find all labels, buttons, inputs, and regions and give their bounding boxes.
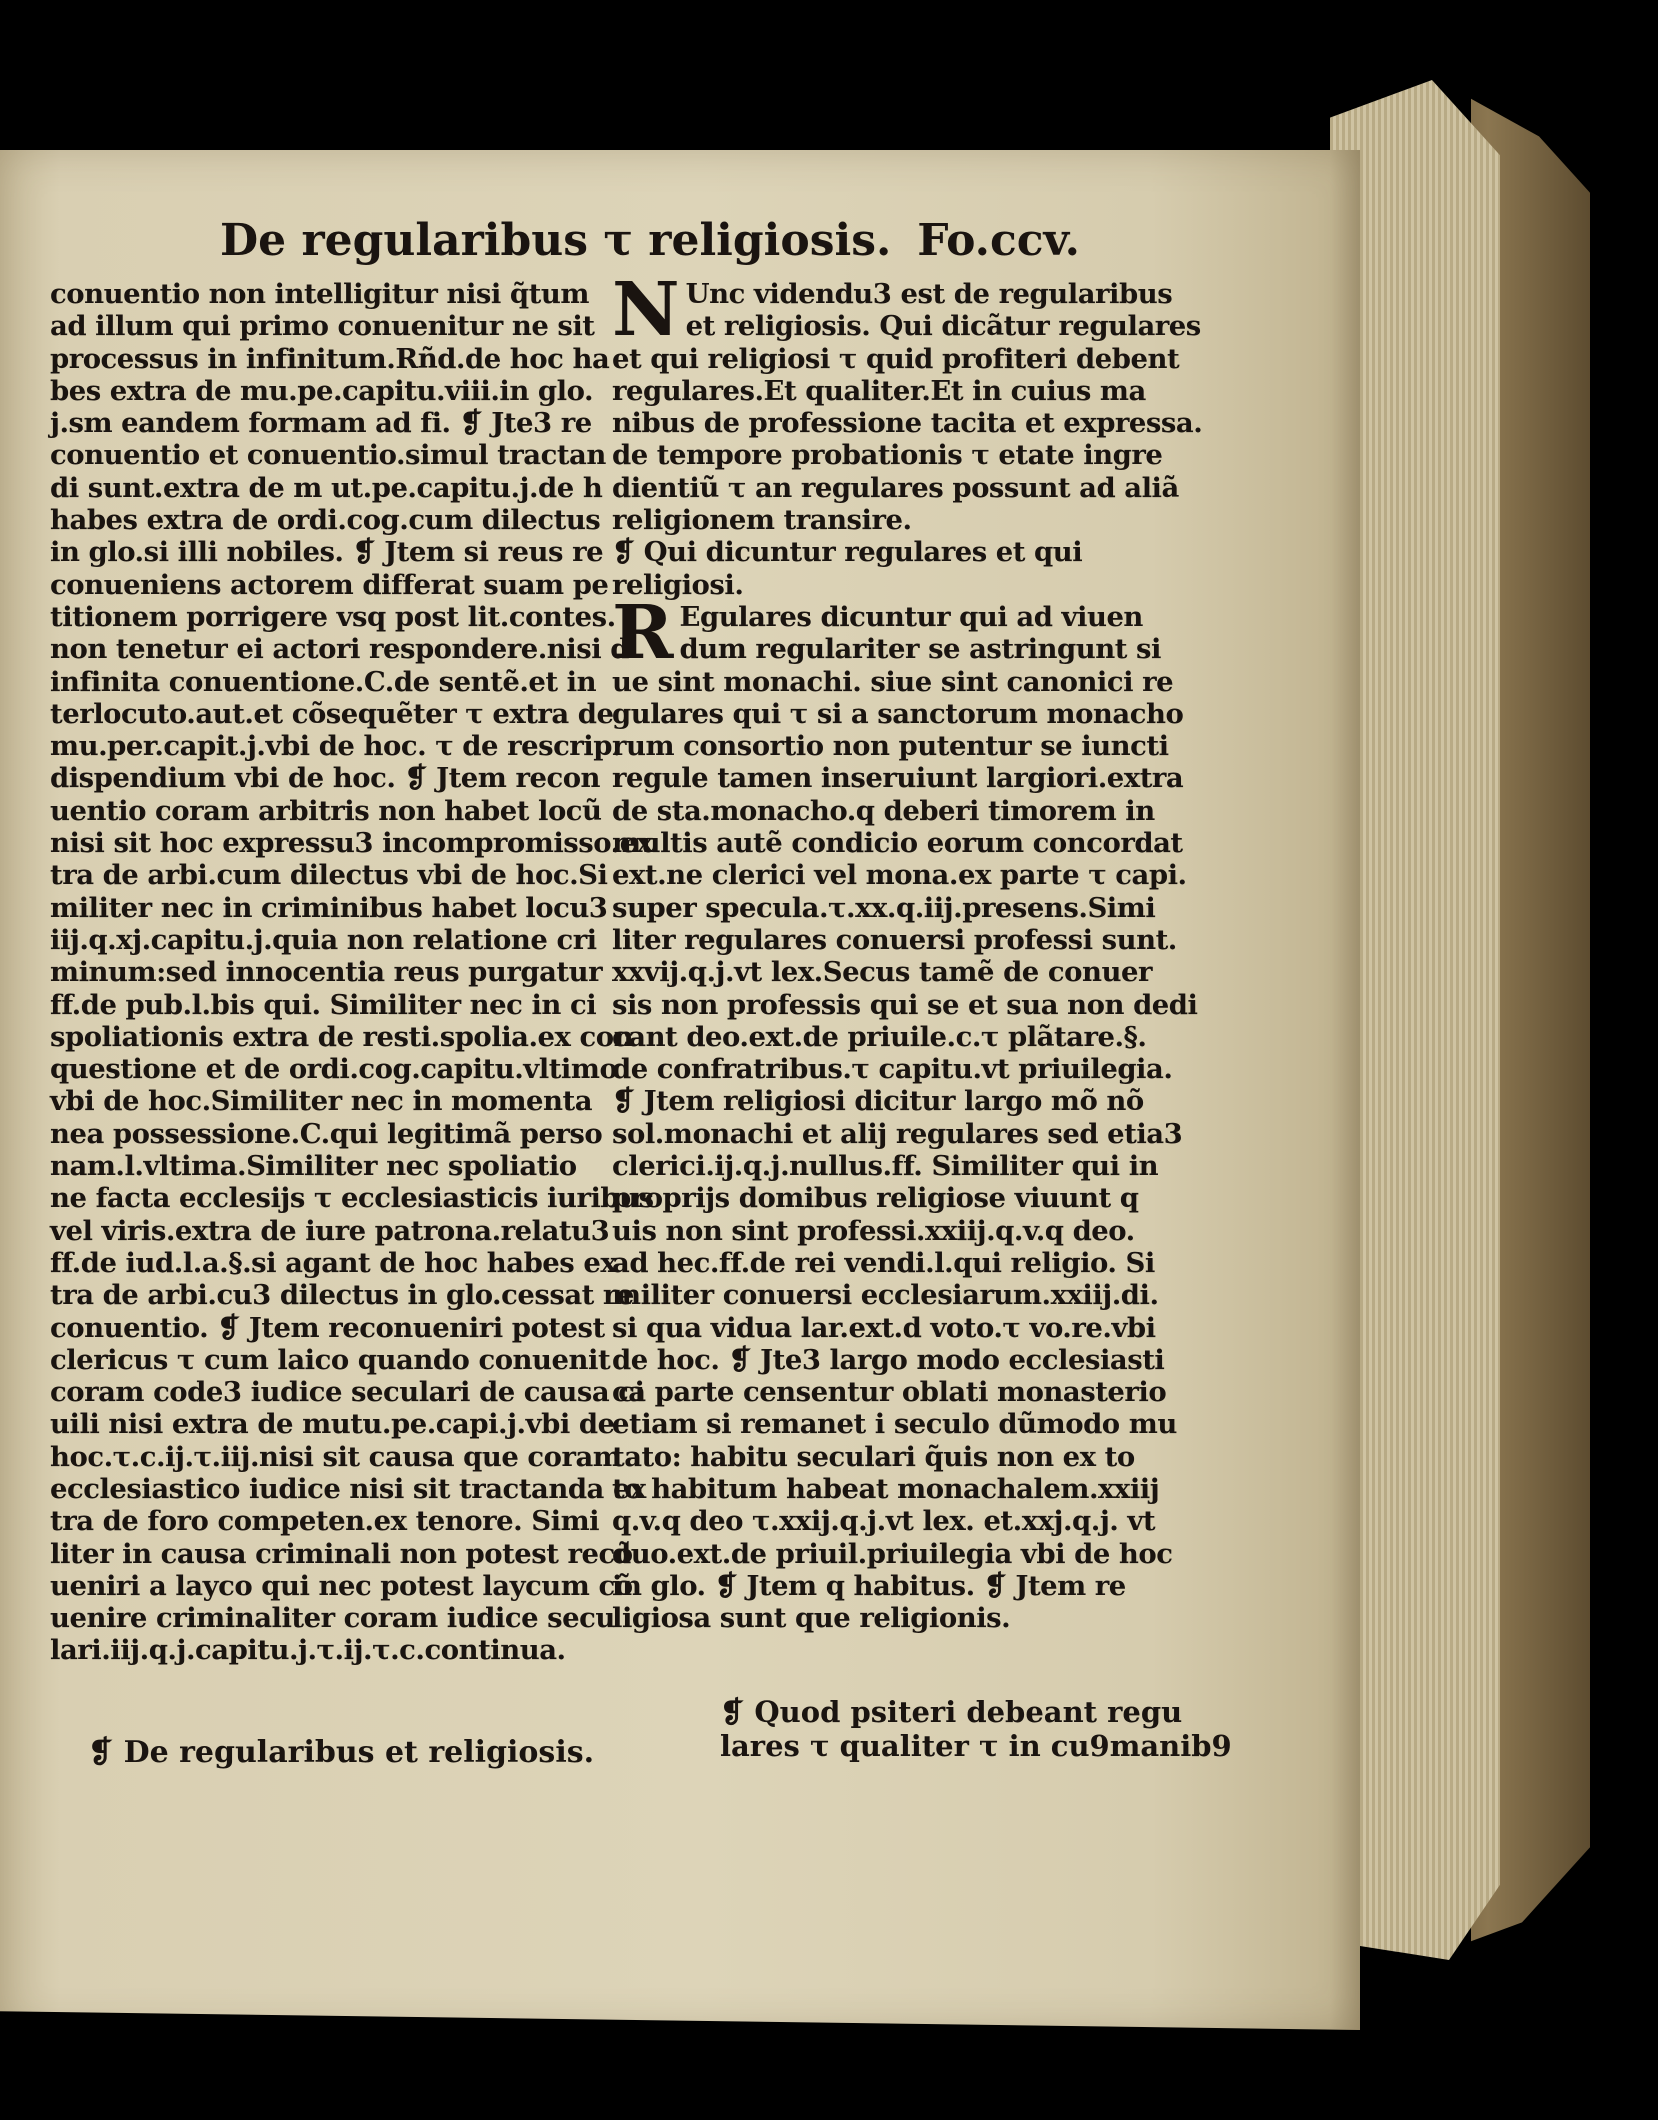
text-line: vel viris.extra de iure patrona.relatu3	[50, 1214, 610, 1247]
text-line: dientiũ τ an regulares possunt ad aliã	[612, 471, 1179, 504]
text-line: iij.q.xj.capitu.j.quia non relatione cri	[50, 923, 597, 956]
text-line: hoc.τ.c.ij.τ.iij.nisi sit causa que coram	[50, 1440, 622, 1473]
text-line: ff.de iud.l.a.§.si agant de hoc habes ex	[50, 1246, 617, 1279]
text-line: habes extra de ordi.cog.cum dilectus	[50, 504, 601, 537]
text-line: ne facta ecclesijs τ ecclesiasticis iuribus	[50, 1182, 654, 1215]
text-line: j.sm eandem formam ad fi. ❡ Jte3 re	[50, 407, 592, 440]
text-line: regulares.Et qualiter.Et in cuius ma	[612, 374, 1146, 407]
text-line: regule tamen inseruiunt largiori.extra	[612, 762, 1184, 795]
text-line: gulares qui τ si a sanctorum monacho	[612, 697, 1184, 730]
text-line: dum regulariter se astringunt si	[679, 633, 1161, 666]
text-line: sis non professis qui se et sua non dedi	[612, 988, 1198, 1021]
text-line: conuentio. ❡ Jtem reconueniri potest	[50, 1311, 605, 1344]
text-line: et religiosis. Qui dicãtur regulares	[685, 310, 1201, 343]
text-line: di sunt.extra de m ut.pe.capitu.j.de h	[50, 471, 603, 504]
text-line: sol.monachi et alij regulares sed etia3	[612, 1117, 1183, 1150]
folio-number: Fo.ccv.	[917, 215, 1080, 266]
running-header	[220, 215, 1080, 275]
text-line: proprijs domibus religiose viuunt q	[612, 1182, 1139, 1215]
text-line: de confratribus.τ capitu.vt priuilegia.	[612, 1053, 1173, 1086]
text-line: titionem porrigere vsq post lit.contes.	[50, 600, 616, 633]
text-line: ligiosa sunt que religionis.	[612, 1602, 1011, 1635]
rubric-right-footer	[720, 1695, 1232, 1763]
running-title: De regularibus τ religiosis.	[220, 215, 892, 266]
drop-cap-r: R	[612, 589, 674, 676]
text-line: conueniens actorem differat suam pe	[50, 568, 609, 601]
text-line: spoliationis extra de resti.spolia.ex con	[50, 1020, 634, 1053]
text-line: in glo. ❡ Jtem q habitus. ❡ Jtem re	[612, 1569, 1126, 1602]
text-line: ext.ne clerici vel mona.ex parte τ capi.	[612, 859, 1187, 892]
paragraph-intro	[612, 267, 1203, 537]
text-line: ueniri a layco qui nec potest laycum cõ	[50, 1569, 633, 1602]
text-line: minum:sed innocentia reus purgatur	[50, 956, 603, 989]
text-line: terlocuto.aut.et cõsequẽter τ extra de	[50, 697, 614, 730]
left-column	[50, 278, 654, 1667]
text-line: xxvij.q.j.vt lex.Secus tamẽ de conuer	[612, 956, 1152, 989]
paragraph-regulares	[612, 589, 1198, 1635]
text-line: rum consortio non putentur se iuncti	[612, 730, 1169, 763]
text-line: nea possessione.C.qui legitimã perso	[50, 1117, 603, 1150]
right-column	[612, 267, 1203, 1635]
text-line: dispendium vbi de hoc. ❡ Jtem recon	[50, 762, 601, 795]
text-line: in glo.si illi nobiles. ❡ Jtem si reus re	[50, 536, 604, 569]
text-line: questione et de ordi.cog.capitu.vltimo	[50, 1053, 618, 1086]
text-line: coram code3 iudice seculari de causa ci	[50, 1376, 645, 1409]
text-line: ❡ Jtem religiosi dicitur largo mõ nõ	[612, 1085, 1144, 1118]
text-line: non tenetur ei actori respondere.nisi d	[50, 633, 629, 666]
text-line: ff.de pub.l.bis qui. Similiter nec in ci	[50, 988, 597, 1021]
text-line: uili nisi extra de mutu.pe.capi.j.vbi de	[50, 1408, 615, 1441]
text-line: conuentio non intelligitur nisi q̃tum	[50, 278, 589, 310]
text-line: de tempore probationis τ etate ingre	[612, 439, 1163, 472]
regulares-lines	[612, 589, 1198, 1635]
text-line: et qui religiosi τ quid profiteri debent	[612, 342, 1180, 375]
text-line: tato: habitu seculari q̃uis non ex to	[612, 1440, 1135, 1473]
text-line: mu.per.capit.j.vbi de hoc. τ de rescrip.	[50, 730, 622, 763]
text-line: ecclesiastico iudice nisi sit tractanda ex	[50, 1472, 646, 1505]
text-line: ad hec.ff.de rei vendi.l.qui religio. Si	[612, 1246, 1155, 1279]
text-line: Unc videndu3 est de regularibus	[685, 278, 1173, 310]
text-line: ad illum qui primo conuenitur ne sit	[50, 310, 595, 343]
rubric-right-line-2: lares τ qualiter τ in cu9manib9	[720, 1729, 1232, 1763]
intro-lines	[612, 267, 1203, 537]
rubric-qui-dicuntur	[612, 536, 1152, 601]
text-line: nisi sit hoc expressu3 incompromisso.ex	[50, 827, 653, 860]
text-line: tra de arbi.cum dilectus vbi de hoc.Si	[50, 859, 608, 892]
text-line: etiam si remanet i seculo dũmodo mu	[612, 1408, 1177, 1441]
text-line: liter in causa criminali non potest recõ	[50, 1537, 633, 1570]
text-line: to habitum habeat monachalem.xxiij	[612, 1472, 1160, 1505]
text-line: tra de arbi.cu3 dilectus in glo.cessat re	[50, 1279, 634, 1312]
text-line: religiosi.	[612, 568, 744, 601]
text-line: clericus τ cum laico quando conuenit	[50, 1343, 611, 1376]
text-line: bes extra de mu.pe.capitu.viii.in glo.	[50, 374, 594, 407]
text-line: processus in infinitum.Rñd.de hoc ha	[50, 342, 610, 375]
text-line: militer conuersi ecclesiarum.xxiij.di.	[612, 1279, 1159, 1312]
text-line: de hoc. ❡ Jte3 largo modo ecclesiasti	[612, 1343, 1165, 1376]
text-line: super specula.τ.xx.q.iij.presens.Simi	[612, 891, 1156, 924]
text-line: uis non sint professi.xxiij.q.v.q deo.	[612, 1214, 1135, 1247]
text-line: si qua vidua lar.ext.d voto.τ vo.re.vbi	[612, 1311, 1156, 1344]
text-line: infinita conuentione.C.de sentẽ.et in	[50, 665, 597, 698]
text-line: ue sint monachi. siue sint canonici re	[612, 665, 1174, 698]
text-line: religionem transire.	[612, 504, 912, 537]
text-line: cant deo.ext.de priuile.c.τ plãtare.§.	[612, 1020, 1147, 1053]
text-line: nibus de professione tacita et expressa.	[612, 407, 1203, 440]
text-line: conuentio et conuentio.simul tractan	[50, 439, 606, 472]
text-line: vbi de hoc.Similiter nec in momenta	[50, 1085, 593, 1118]
text-line: duo.ext.de priuil.priuilegia vbi de hoc	[612, 1537, 1173, 1570]
drop-cap-n: N	[612, 267, 680, 353]
rubric-left-footer: ❡ De regularibus et religiosis.	[88, 1735, 595, 1770]
text-line: Egulares dicuntur qui ad viuen	[679, 600, 1143, 633]
text-line: clerici.ij.q.j.nullus.ff. Similiter qui in	[612, 1150, 1159, 1183]
text-line: ❡ Qui dicuntur regulares et qui	[612, 536, 1083, 569]
rubric-right-line-1: ❡ Quod psiteri debeant regu	[720, 1695, 1183, 1729]
text-line: liter regulares conuersi professi sunt.	[612, 923, 1177, 956]
text-line: lari.iij.q.j.capitu.j.τ.ij.τ.c.continua.	[50, 1634, 566, 1667]
text-line: nam.l.vltima.Similiter nec spoliatio	[50, 1150, 577, 1183]
text-line: uenire criminaliter coram iudice secu	[50, 1602, 615, 1635]
text-line: q.v.q deo τ.xxij.q.j.vt lex. et.xxj.q.j. vt	[612, 1505, 1156, 1538]
text-line: multis autẽ condicio eorum concordat	[612, 827, 1183, 860]
text-line: militer nec in criminibus habet locu3	[50, 891, 608, 924]
text-line: de sta.monacho.q deberi timorem in	[612, 794, 1155, 827]
text-line: tra de foro competen.ex tenore. Simi	[50, 1505, 600, 1538]
text-line: ca parte censentur oblati monasterio	[612, 1376, 1167, 1409]
text-line: uentio coram arbitris non habet locũ	[50, 794, 602, 827]
